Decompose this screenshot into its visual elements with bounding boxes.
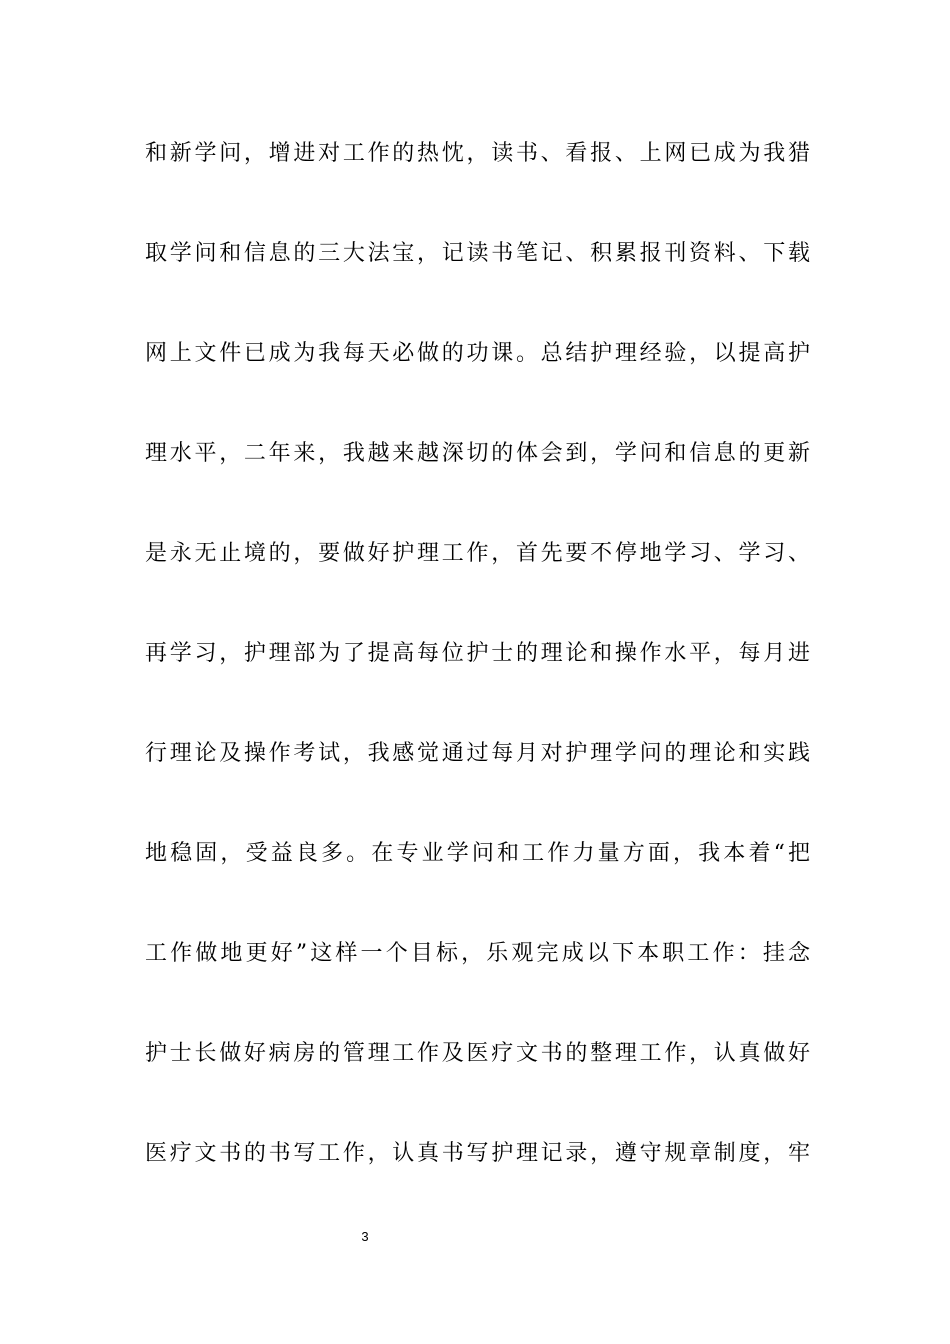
text-line: 医疗文书的书写工作，认真书写护理记录，遵守规章制度，牢 xyxy=(145,1141,810,1166)
text-line: 是永无止境的，要做好护理工作，首先要不停地学习、学习、 xyxy=(145,541,810,566)
text-line: 取学问和信息的三大法宝，记读书笔记、积累报刊资料、下载 xyxy=(145,241,810,266)
text-line: 和新学问，增进对工作的热忱，读书、看报、上网已成为我猎 xyxy=(145,141,810,166)
page-number: 3 xyxy=(361,1229,369,1244)
text-line: 网上文件已成为我每天必做的功课。总结护理经验，以提高护 xyxy=(145,341,810,366)
text-line: 理水平，二年来，我越来越深切的体会到，学问和信息的更新 xyxy=(145,441,810,466)
body-text xyxy=(145,130,810,1230)
text-line: 行理论及操作考试，我感觉通过每月对护理学问的理论和实践 xyxy=(145,741,810,766)
text-line: 工作做地更好”这样一个目标，乐观完成以下本职工作：挂念 xyxy=(145,941,810,966)
text-line: 再学习，护理部为了提高每位护士的理论和操作水平，每月进 xyxy=(145,641,810,666)
text-line: 护士长做好病房的管理工作及医疗文书的整理工作，认真做好 xyxy=(145,1041,810,1066)
text-line: 地稳固，受益良多。在专业学问和工作力量方面，我本着“把 xyxy=(145,841,810,866)
